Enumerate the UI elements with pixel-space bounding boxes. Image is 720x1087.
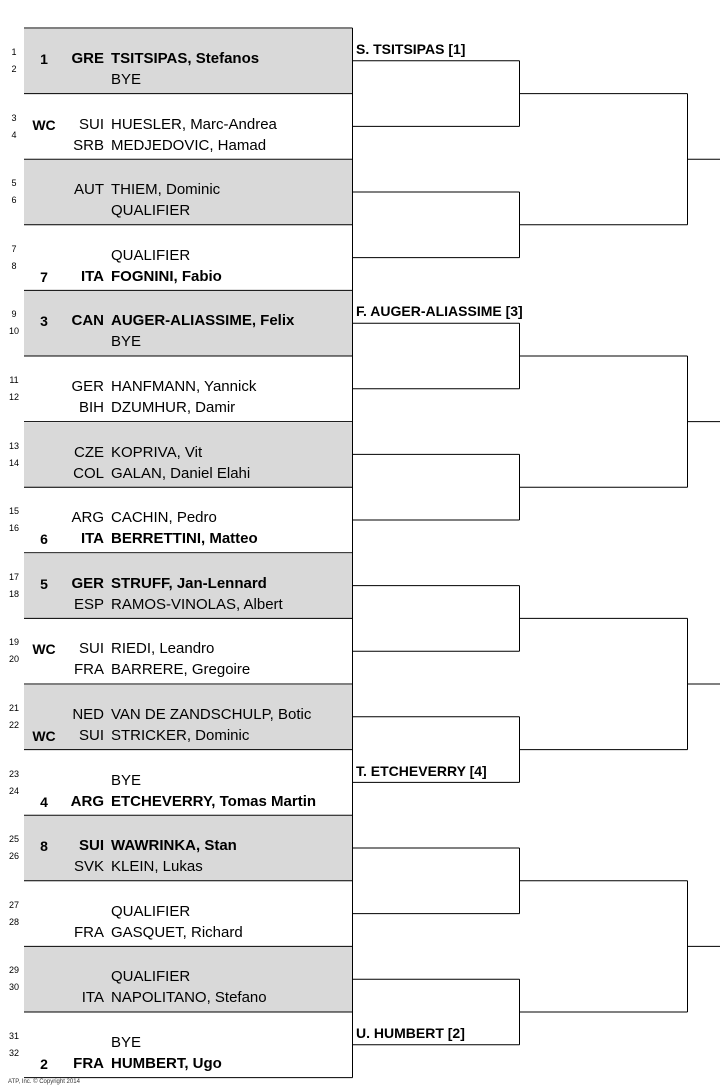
entry-number: 30: [8, 982, 19, 993]
entry-number: 17: [8, 571, 19, 582]
entry-number: 32: [8, 1048, 19, 1058]
player-name: ETCHEVERRY, Tomas Martin: [111, 792, 317, 810]
entry-number: 8: [11, 260, 17, 271]
entry-number: 19: [8, 637, 19, 648]
player-name: WAWRINKA, Stan: [111, 837, 237, 855]
player-name: VAN DE ZANDSCHULP, Botic: [111, 706, 312, 723]
player-name: STRICKER, Dominic: [111, 727, 250, 744]
entry-number: 2: [11, 64, 17, 74]
entry-number: 29: [8, 965, 19, 976]
country-code: GER: [71, 378, 104, 395]
player-name: RAMOS-VINOLAS, Albert: [111, 595, 283, 613]
country-code: SUI: [78, 837, 104, 855]
country-code: ITA: [80, 267, 104, 285]
player-name: BARRERE, Gregoire: [111, 661, 251, 679]
second-round-winner: U. HUMBERT [2]: [356, 1025, 465, 1041]
seed-label: WC: [32, 728, 56, 744]
player-name: DZUMHUR, Damir: [111, 399, 236, 416]
seed-label: 5: [40, 575, 48, 592]
entry-number: 21: [8, 703, 19, 713]
entry-number: 6: [11, 195, 17, 206]
country-code: SVK: [73, 858, 104, 876]
entry-number: 12: [8, 392, 19, 402]
player-name: BYE: [111, 333, 142, 351]
entry-number: 23: [8, 768, 19, 779]
second-round-winner: T. ETCHEVERRY [4]: [356, 762, 487, 779]
entry-number: 3: [11, 112, 17, 123]
entry-number: 1: [11, 47, 17, 57]
entry-number: 11: [9, 375, 19, 385]
player-name: BYE: [111, 1034, 142, 1051]
country-code: SRB: [73, 136, 104, 154]
country-code: FRA: [73, 1055, 104, 1072]
entry-number: 22: [8, 720, 19, 730]
country-code: COL: [73, 464, 104, 482]
country-code: SUI: [78, 727, 104, 744]
country-code: FRA: [74, 661, 104, 679]
player-name: STRUFF, Jan-Lennard: [111, 574, 267, 592]
entry-number: 27: [8, 899, 19, 910]
player-name: NAPOLITANO, Stefano: [111, 989, 267, 1007]
player-name: QUALIFIER: [111, 202, 191, 220]
country-code: BIH: [78, 399, 104, 416]
second-round-winner: S. TSITSIPAS [1]: [356, 41, 466, 57]
country-code: CAN: [71, 312, 104, 330]
entry-number: 5: [11, 178, 17, 189]
seed-label: WC: [32, 116, 56, 133]
player-name: THIEM, Dominic: [111, 181, 221, 199]
entry-number: 31: [8, 1031, 19, 1041]
second-round-winner: F. AUGER-ALIASSIME [3]: [356, 303, 523, 320]
player-name: RIEDI, Leandro: [111, 640, 215, 658]
entry-number: 26: [8, 851, 19, 862]
country-code: ESP: [73, 595, 104, 613]
entry-number: 25: [8, 834, 19, 845]
seed-label: 2: [40, 1056, 48, 1072]
seed-label: 3: [40, 313, 48, 330]
seed-label: 1: [40, 51, 48, 67]
player-name: GASQUET, Richard: [111, 923, 243, 941]
country-code: ITA: [80, 530, 104, 548]
entry-number: 14: [8, 457, 19, 468]
player-name: HUESLER, Marc-Andrea: [111, 115, 277, 133]
seed-label: 8: [40, 838, 48, 855]
seed-label: 6: [40, 531, 48, 548]
entry-number: 18: [8, 588, 19, 599]
player-name: BYE: [111, 71, 142, 88]
country-code: GRE: [71, 50, 104, 67]
player-name: FOGNINI, Fabio: [111, 267, 222, 285]
player-name: QUALIFIER: [111, 246, 191, 264]
player-name: HANFMANN, Yannick: [111, 378, 257, 395]
country-code: ARG: [71, 509, 104, 527]
country-code: ARG: [70, 792, 104, 810]
entry-number: 10: [8, 326, 19, 337]
player-name: TSITSIPAS, Stefanos: [111, 50, 260, 67]
entry-number: 4: [11, 129, 17, 140]
player-name: QUALIFIER: [111, 968, 191, 986]
country-code: AUT: [74, 181, 104, 199]
country-code: CZE: [74, 443, 104, 461]
entry-number: 24: [8, 785, 19, 796]
player-name: KLEIN, Lukas: [111, 858, 203, 876]
copyright-text: ATP, Inc. © Copyright 2014: [8, 1079, 80, 1085]
player-name: QUALIFIER: [111, 902, 191, 920]
player-name: BYE: [111, 771, 142, 789]
seed-label: 4: [40, 793, 48, 810]
entry-number: 28: [8, 916, 19, 927]
player-name: AUGER-ALIASSIME, Felix: [111, 312, 295, 330]
country-code: GER: [71, 574, 104, 592]
seed-label: 7: [40, 268, 48, 285]
player-name: KOPRIVA, Vit: [111, 443, 203, 461]
entry-number: 16: [8, 523, 19, 534]
country-code: FRA: [74, 923, 104, 941]
player-name: GALAN, Daniel Elahi: [111, 464, 251, 482]
player-name: MEDJEDOVIC, Hamad: [111, 136, 267, 154]
entry-number: 9: [11, 309, 17, 320]
player-name: CACHIN, Pedro: [111, 509, 217, 527]
country-code: SUI: [78, 115, 104, 133]
seed-label: WC: [32, 641, 56, 658]
country-code: NED: [72, 706, 104, 723]
entry-number: 7: [11, 243, 17, 254]
country-code: ITA: [81, 989, 104, 1007]
player-name: HUMBERT, Ugo: [111, 1055, 222, 1072]
entry-number: 20: [8, 654, 19, 665]
entry-number: 13: [8, 440, 19, 451]
entry-number: 15: [8, 506, 19, 517]
player-name: BERRETTINI, Matteo: [111, 530, 258, 548]
country-code: SUI: [78, 640, 104, 658]
